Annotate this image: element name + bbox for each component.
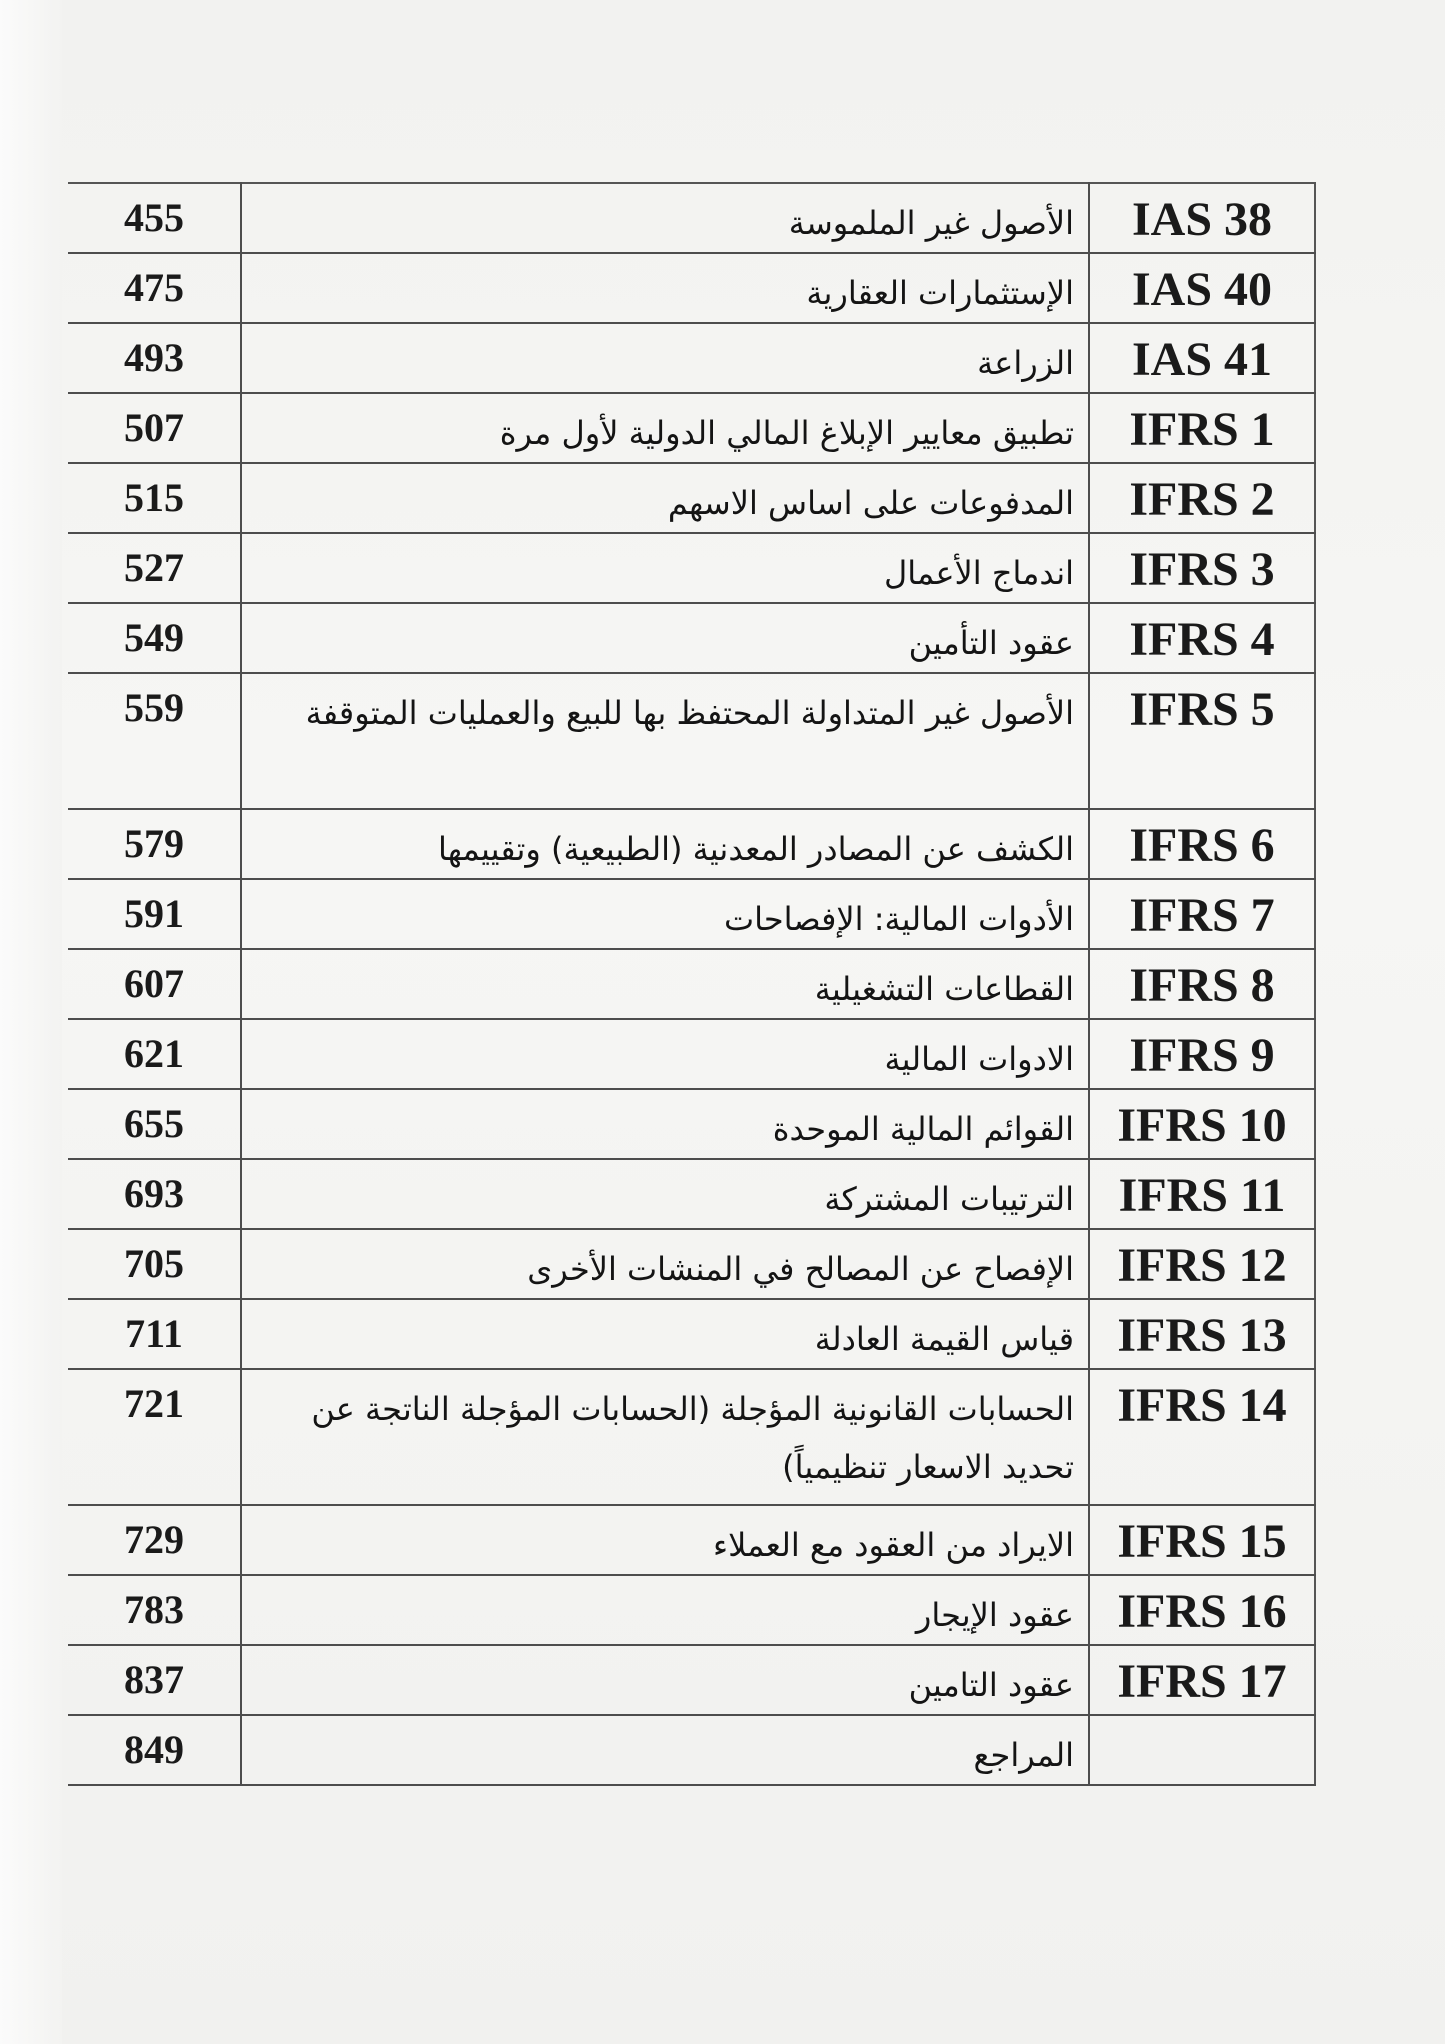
standard-code: IFRS 9 — [1089, 1019, 1315, 1089]
page-number: 515 — [68, 463, 241, 533]
page-number: 579 — [68, 809, 241, 879]
table-row — [68, 1369, 1315, 1505]
table-row — [68, 1645, 1315, 1715]
table-row — [68, 1299, 1315, 1369]
page-number: 549 — [68, 603, 241, 673]
page-number: 475 — [68, 253, 241, 323]
standard-code: IFRS 6 — [1089, 809, 1315, 879]
page-number: 711 — [68, 1299, 241, 1369]
page-number: 705 — [68, 1229, 241, 1299]
standard-code: IFRS 10 — [1089, 1089, 1315, 1159]
standard-code: IAS 38 — [1089, 183, 1315, 253]
page-gutter — [0, 0, 62, 2044]
page-number: 837 — [68, 1645, 241, 1715]
standard-title: القوائم المالية الموحدة — [241, 1089, 1089, 1159]
standard-title: اندماج الأعمال — [241, 533, 1089, 603]
table-row — [68, 949, 1315, 1019]
standard-title: المراجع — [241, 1715, 1089, 1785]
standard-code: IAS 40 — [1089, 253, 1315, 323]
standard-title: عقود التأمين — [241, 603, 1089, 673]
standard-title: الكشف عن المصادر المعدنية (الطبيعية) وتقييمها — [241, 809, 1089, 879]
page-number: 559 — [68, 673, 241, 809]
standard-code — [1089, 1715, 1315, 1785]
table-row — [68, 253, 1315, 323]
table-row — [68, 1575, 1315, 1645]
page-number: 693 — [68, 1159, 241, 1229]
standard-title: الإستثمارات العقارية — [241, 253, 1089, 323]
standard-code: IFRS 7 — [1089, 879, 1315, 949]
standard-code: IFRS 8 — [1089, 949, 1315, 1019]
standard-code: IFRS 12 — [1089, 1229, 1315, 1299]
standard-code: IAS 41 — [1089, 323, 1315, 393]
table-row — [68, 1159, 1315, 1229]
standard-code: IFRS 15 — [1089, 1505, 1315, 1575]
standard-code: IFRS 14 — [1089, 1369, 1315, 1505]
toc-body — [68, 183, 1315, 1785]
table-row — [68, 1715, 1315, 1785]
standard-title: الإفصاح عن المصالح في المنشات الأخرى — [241, 1229, 1089, 1299]
page-number: 455 — [68, 183, 241, 253]
table-of-contents — [68, 182, 1316, 1786]
standard-title: الحسابات القانونية المؤجلة (الحسابات المؤجلة الناتجة عن تحديد الاسعار تنظيمياً) — [241, 1369, 1089, 1505]
table-row — [68, 1019, 1315, 1089]
standard-code: IFRS 1 — [1089, 393, 1315, 463]
standard-code: IFRS 11 — [1089, 1159, 1315, 1229]
standard-code: IFRS 17 — [1089, 1645, 1315, 1715]
standard-title: الادوات المالية — [241, 1019, 1089, 1089]
standard-title: الأصول غير المتداولة المحتفظ بها للبيع والعمليات المتوقفة — [241, 673, 1089, 809]
standard-title: المدفوعات على اساس الاسهم — [241, 463, 1089, 533]
page-number: 729 — [68, 1505, 241, 1575]
standard-title: الزراعة — [241, 323, 1089, 393]
standard-title: الأصول غير الملموسة — [241, 183, 1089, 253]
table-row — [68, 879, 1315, 949]
table-row — [68, 533, 1315, 603]
page-number: 849 — [68, 1715, 241, 1785]
standard-title: الأدوات المالية: الإفصاحات — [241, 879, 1089, 949]
standard-code: IFRS 2 — [1089, 463, 1315, 533]
table-row — [68, 673, 1315, 809]
standard-code: IFRS 13 — [1089, 1299, 1315, 1369]
standard-title: القطاعات التشغيلية — [241, 949, 1089, 1019]
standard-code: IFRS 16 — [1089, 1575, 1315, 1645]
standard-code: IFRS 3 — [1089, 533, 1315, 603]
page-number: 607 — [68, 949, 241, 1019]
standard-title: الايراد من العقود مع العملاء — [241, 1505, 1089, 1575]
table-row — [68, 1229, 1315, 1299]
standard-title: تطبيق معايير الإبلاغ المالي الدولية لأول مرة — [241, 393, 1089, 463]
page-number: 783 — [68, 1575, 241, 1645]
standard-title: عقود الإيجار — [241, 1575, 1089, 1645]
standard-code: IFRS 5 — [1089, 673, 1315, 809]
page-number: 591 — [68, 879, 241, 949]
table-row — [68, 603, 1315, 673]
standard-code: IFRS 4 — [1089, 603, 1315, 673]
standard-title: قياس القيمة العادلة — [241, 1299, 1089, 1369]
standard-title: الترتيبات المشتركة — [241, 1159, 1089, 1229]
table-row — [68, 1505, 1315, 1575]
table-row — [68, 463, 1315, 533]
table-row — [68, 183, 1315, 253]
table-row — [68, 323, 1315, 393]
table-row — [68, 1089, 1315, 1159]
table-row — [68, 809, 1315, 879]
page-number: 655 — [68, 1089, 241, 1159]
page-number: 621 — [68, 1019, 241, 1089]
table-row — [68, 393, 1315, 463]
page-number: 507 — [68, 393, 241, 463]
page-number: 493 — [68, 323, 241, 393]
standard-title: عقود التامين — [241, 1645, 1089, 1715]
page-number: 721 — [68, 1369, 241, 1505]
page-number: 527 — [68, 533, 241, 603]
